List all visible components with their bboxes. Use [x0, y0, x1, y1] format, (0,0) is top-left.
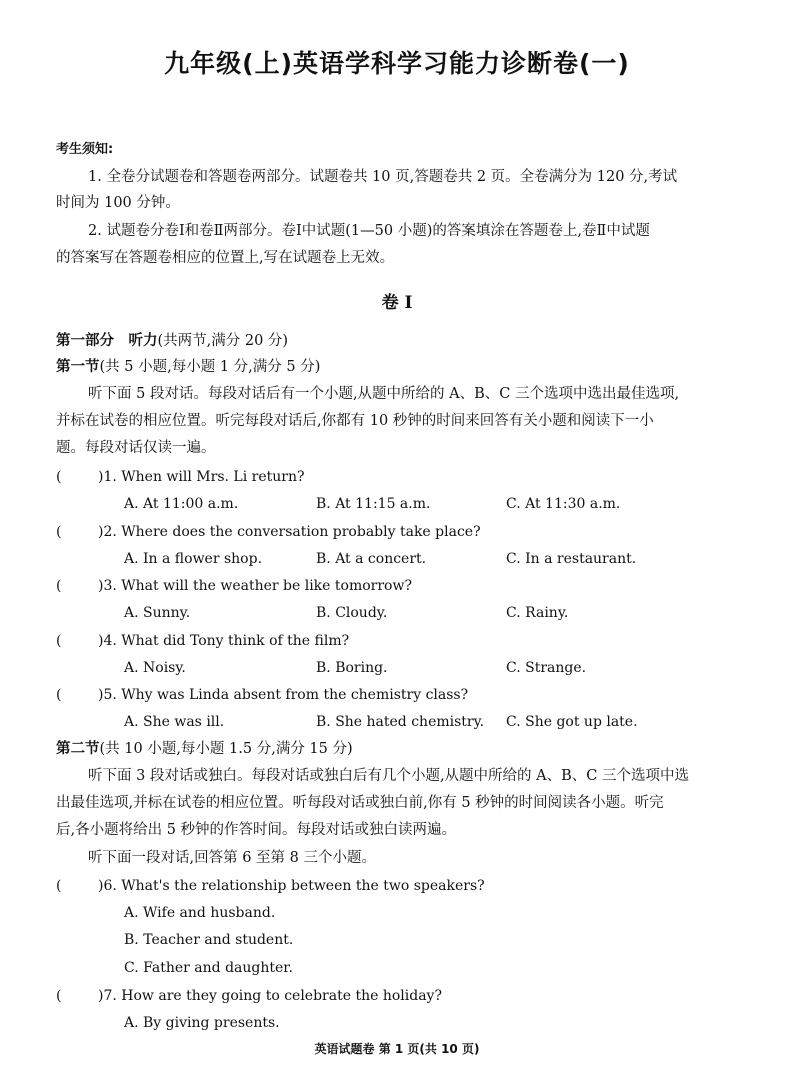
option-a: A. Noisy.: [124, 660, 186, 676]
sec2-instruction-b: 出最佳选项,并标在试卷的相应位置。听每段对话或独白前,你有 5 秒钟的时间阅读各小题。听完: [56, 795, 664, 811]
option-b: B. Teacher and student.: [124, 932, 294, 948]
sec2-heading-note: (共 10 小题,每小题 1.5 分,满分 15 分): [99, 741, 353, 757]
part1-heading: 第一部分 听力: [56, 333, 158, 349]
question-stem: )4. What did Tony think of the film?: [98, 633, 350, 649]
option-b: B. At a concert.: [316, 551, 427, 567]
sec1-heading: 第一节: [56, 359, 100, 375]
option-c: C. Father and daughter.: [124, 960, 293, 976]
question-stem: )2. Where does the conversation probably take place?: [98, 524, 481, 540]
question-1: [56, 467, 304, 487]
question-3: [56, 576, 412, 596]
option-c: C. Rainy.: [506, 605, 569, 621]
sec2-heading-row: [56, 739, 353, 759]
sec1-instruction-c: 题。每段对话仅读一遍。: [56, 440, 216, 456]
option-a: A. In a flower shop.: [124, 551, 263, 567]
notice-paragraph-1a: 1. 全卷分试题卷和答题卷两部分。试题卷共 10 页,答题卷共 2 页。全卷满分为 120 分,考试: [88, 169, 678, 185]
option-a: A. Sunny.: [124, 605, 191, 621]
question-2: [56, 522, 481, 542]
answer-blank[interactable]: (: [56, 578, 62, 594]
page-footer: 英语试题卷 第 1 页(共 10 页): [314, 1042, 480, 1056]
notice-heading: 考生须知:: [56, 142, 114, 157]
option-a: A. Wife and husband.: [124, 905, 276, 921]
notice-paragraph-1b: 时间为 100 分钟。: [56, 195, 180, 211]
answer-blank[interactable]: (: [56, 524, 62, 540]
part1-heading-row: [56, 331, 288, 351]
sec2-instruction-a: 听下面 3 段对话或独白。每段对话或独白后有几个小题,从题中所给的 A、B、C 三个选项中选: [88, 768, 689, 784]
sec1-heading-note: (共 5 小题,每小题 1 分,满分 5 分): [99, 359, 321, 375]
sec2-sub-instruction: 听下面一段对话,回答第 6 至第 8 三个小题。: [88, 850, 376, 866]
section-title: 卷 Ⅰ: [381, 293, 413, 313]
question-stem: )5. Why was Linda absent from the chemistry class?: [98, 687, 469, 703]
page-title: 九年级(上)英语学科学习能力诊断卷(一): [164, 49, 630, 78]
option-b: B. She hated chemistry.: [316, 714, 485, 730]
notice-paragraph-2b: 的答案写在答题卷相应的位置上,写在试题卷上无效。: [56, 250, 395, 266]
option-c: C. Strange.: [506, 660, 587, 676]
option-a: A. She was ill.: [124, 714, 225, 730]
sec1-instruction-b: 并标在试卷的相应位置。听完每段对话后,你都有 10 秒钟的时间来回答有关小题和阅读下一小: [56, 413, 654, 429]
option-b: B. Cloudy.: [316, 605, 388, 621]
question-7: [56, 986, 442, 1006]
sec2-instruction-c: 后,各小题将给出 5 秒钟的作答时间。每段对话或独白读两遍。: [56, 822, 457, 838]
sec1-heading-row: [56, 357, 320, 377]
question-5: [56, 685, 468, 705]
answer-blank[interactable]: (: [56, 988, 62, 1004]
option-c: C. In a restaurant.: [506, 551, 637, 567]
notice-paragraph-2a: 2. 试题卷分卷Ⅰ和卷Ⅱ两部分。卷Ⅰ中试题(1—50 小题)的答案填涂在答题卷上,卷Ⅱ中试题: [88, 223, 650, 239]
option-a: A. By giving presents.: [124, 1015, 280, 1031]
question-6: [56, 876, 485, 896]
option-c: C. She got up late.: [506, 714, 638, 730]
question-stem: )3. What will the weather be like tomorrow?: [98, 578, 412, 594]
answer-blank[interactable]: (: [56, 687, 62, 703]
sec1-instruction-a: 听下面 5 段对话。每段对话后有一个小题,从题中所给的 A、B、C 三个选项中选出最佳选项,: [88, 386, 680, 402]
option-b: B. At 11:15 a.m.: [316, 496, 431, 512]
question-stem: )6. What's the relationship between the two speakers?: [98, 878, 485, 894]
question-stem: )1. When will Mrs. Li return?: [98, 469, 305, 485]
part1-heading-note: (共两节,满分 20 分): [157, 333, 289, 349]
answer-blank[interactable]: (: [56, 469, 62, 485]
option-b: B. Boring.: [316, 660, 388, 676]
sec2-heading: 第二节: [56, 741, 100, 757]
question-stem: )7. How are they going to celebrate the holiday?: [98, 988, 442, 1004]
option-c: C. At 11:30 a.m.: [506, 496, 621, 512]
question-4: [56, 631, 349, 651]
option-a: A. At 11:00 a.m.: [124, 496, 239, 512]
answer-blank[interactable]: (: [56, 878, 62, 894]
answer-blank[interactable]: (: [56, 633, 62, 649]
